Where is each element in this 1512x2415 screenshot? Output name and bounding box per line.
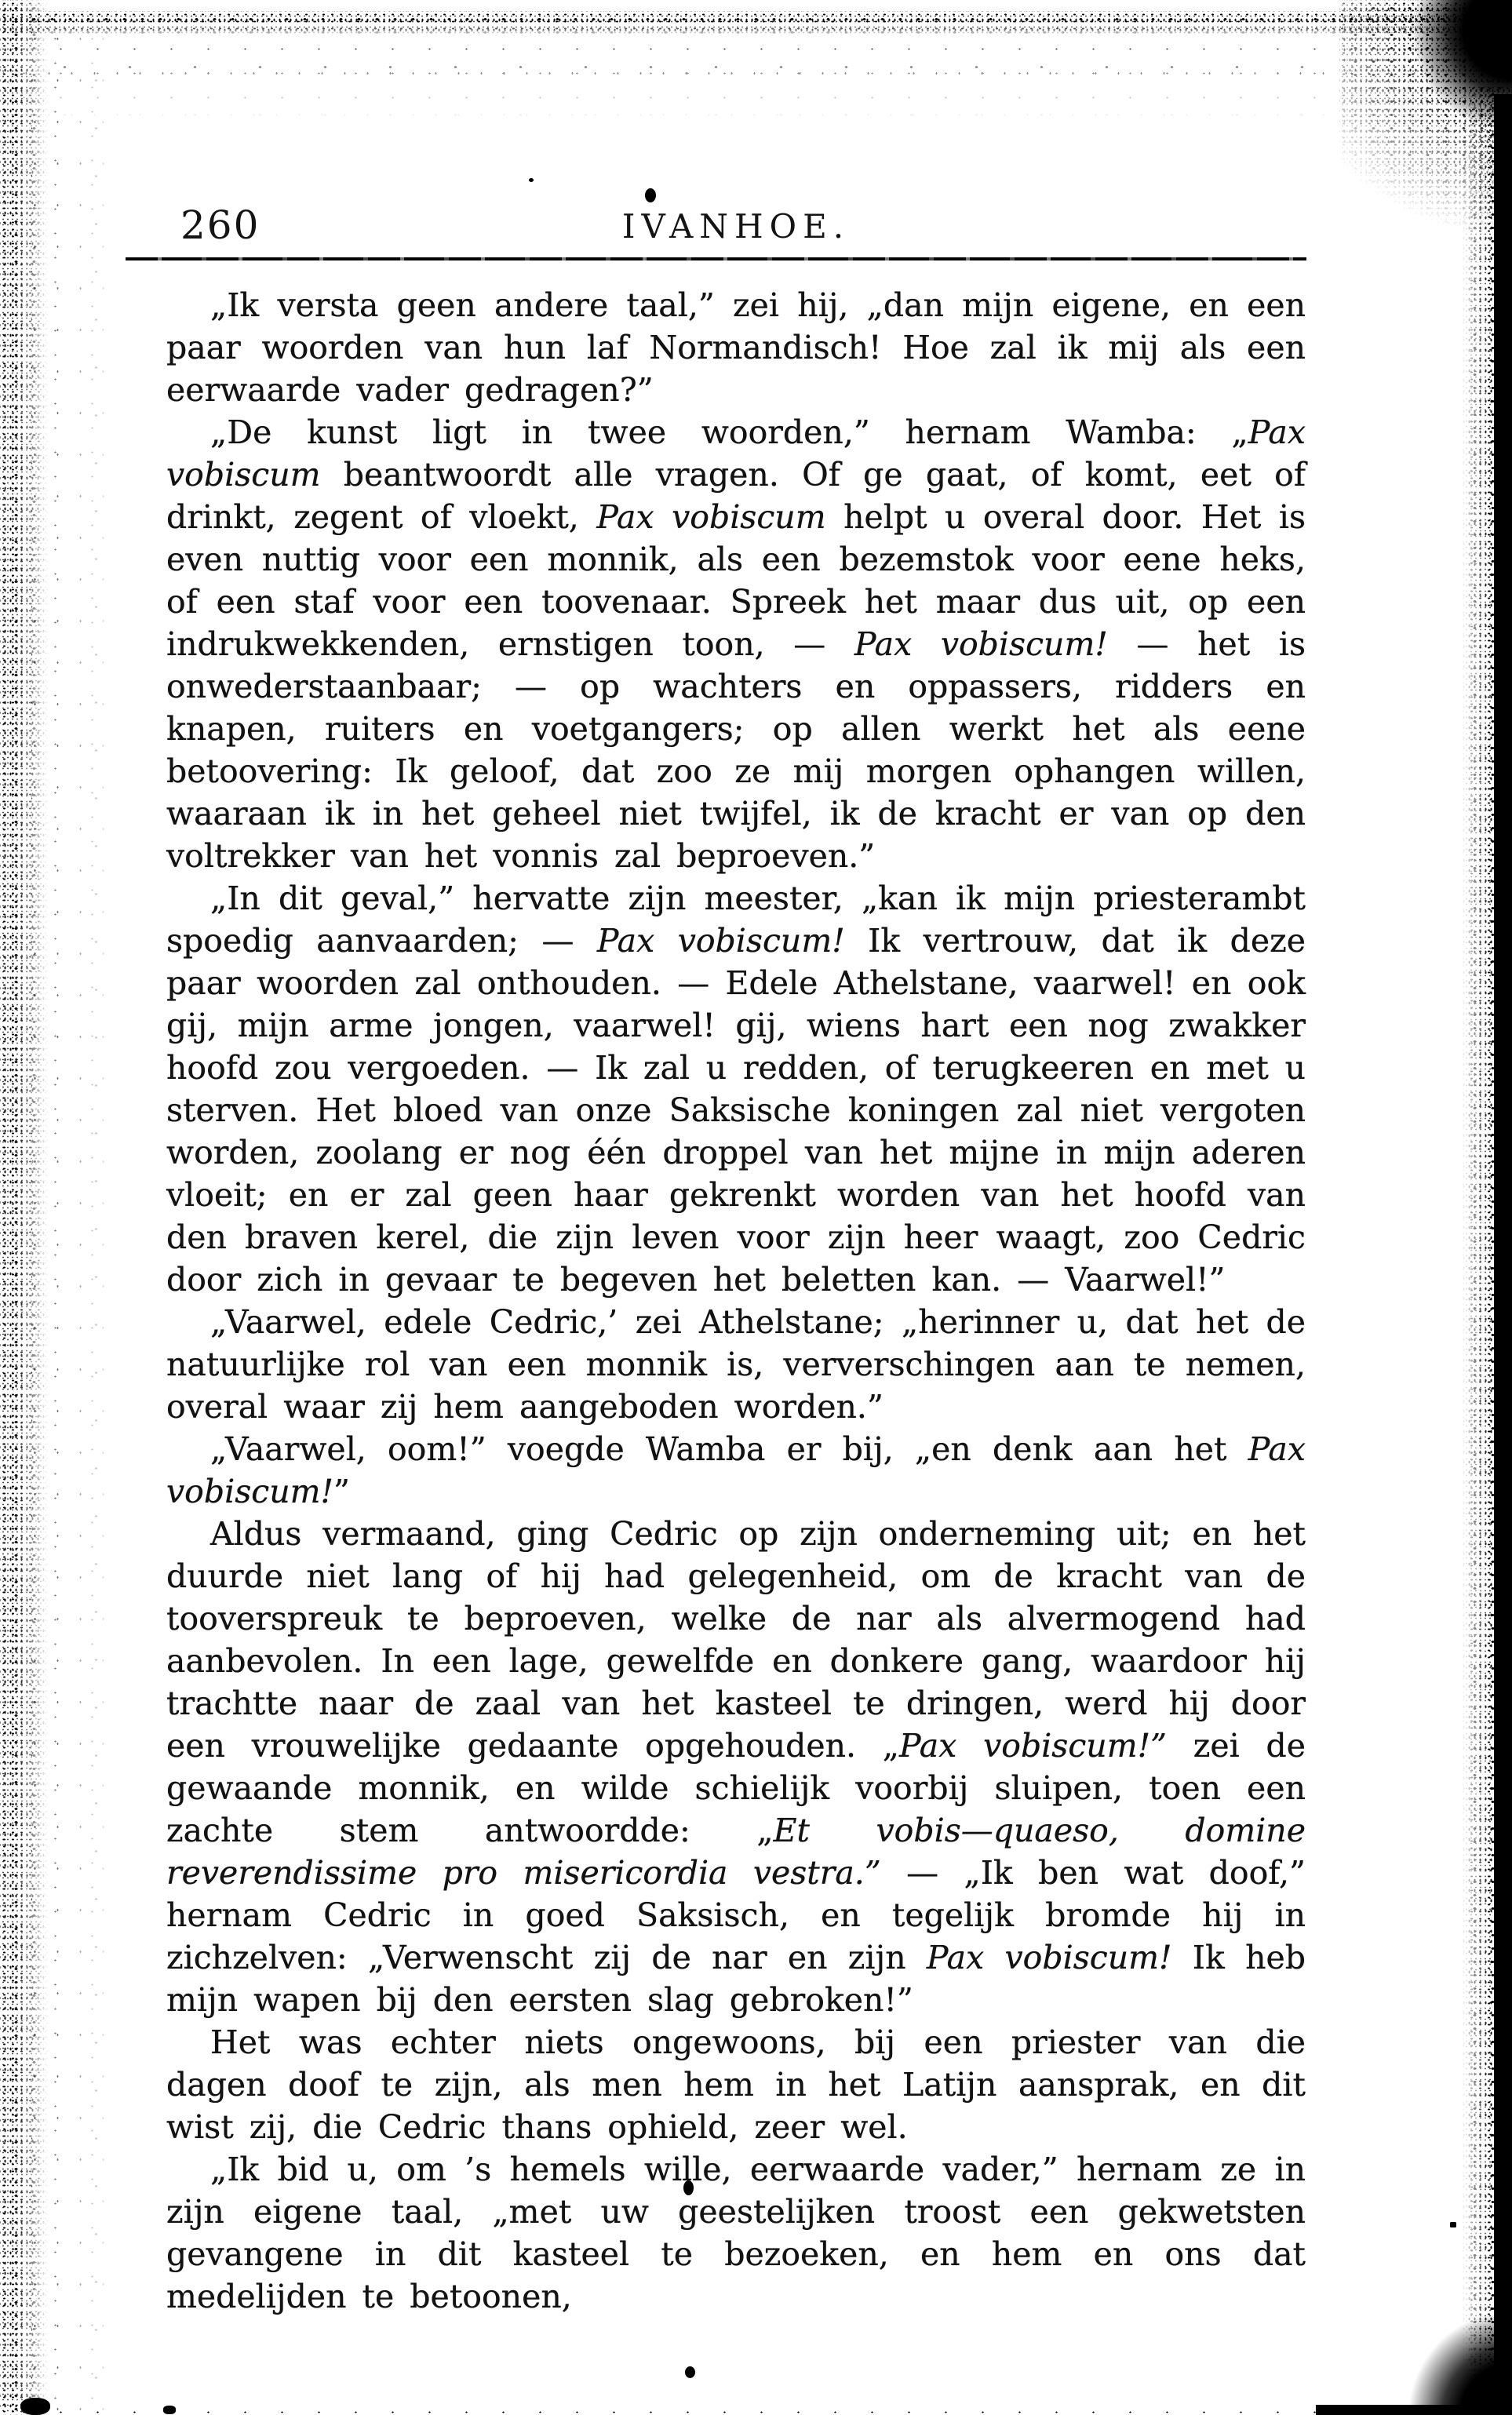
latin-phrase: Pax vobiscum! (854, 625, 1108, 663)
paragraph (166, 284, 1306, 411)
latin-phrase: Pax vobiscum! (166, 1430, 1306, 1510)
scan-blotch-bottom-right (1410, 2274, 1512, 2415)
text-segment: Ik vertrouw, dat ik deze paar woorden zal onthouden. — Edele Athelstane, vaarwel! en ook gij, mijn arme jongen, vaarwel! gij, wiens hart een nog zwakker hoofd zou vergoeden. — Ik zal u redden, of terugkeeren en met u sterven. Het bloed van onze Saksische koningen zal niet vergoten worden, zoolang er nog één droppel van het mijne in mijn aderen vloeit; en er zal geen haar gekrenkt worden van het hoofd van den braven kerel, die zijn leven voor zijn heer waagt, zoo Cedric door zich in gevaar te begeven het beletten kan. — Vaarwel!” (166, 922, 1306, 1299)
page-number: 260 (180, 202, 261, 248)
latin-phrase: Pax vobiscum! (926, 1939, 1172, 1976)
ink-speck-bottom-left (163, 2406, 176, 2414)
text-segment: „Vaarwel, oom!” voegde Wamba er bij, „en denk aan het (210, 1430, 1248, 1468)
text-segment: — „Ik ben wat doof,” hernam Cedric in goed Saksisch, en tegelijk bromde hij in zichzelven: „Verwenscht zij de nar en zijn (166, 1854, 1306, 1976)
paragraph (166, 411, 1306, 877)
text-segment: helpt u overal door. Het is even nuttig voor een monnik, als een bezemstok voor eene heks, of een staf voor een toovenaar. Spreek het maar dus uit, op een indrukwekkenden, ernstigen toon, — (166, 498, 1306, 663)
paragraph (166, 2148, 1306, 2318)
scan-noise-top-right (1339, 0, 1512, 251)
header-rule (126, 257, 1306, 260)
scan-noise-bottom-edge (0, 2398, 1324, 2415)
paragraph (166, 1513, 1306, 2021)
ink-speck-above-title (529, 178, 534, 182)
latin-phrase: Pax vobiscum (596, 498, 826, 536)
text-segment: ” (333, 1473, 350, 1510)
latin-phrase: Pax vobiscum!” (899, 1727, 1168, 1765)
scan-band-right (1494, 94, 1512, 2415)
text-segment: Aldus vermaand, ging Cedric op zijn onderneming uit; en het duurde niet lang of hij had gelegenheid, om de kracht van de tooverspreuk te beproeven, welke de nar als alvermogend had aanbevolen. In een lage, gewelfde en donkere gang, waardoor hij trachtte naar de zaal van het kasteel te dringen, werd hij door een vrouwelijke gedaante opgehouden. „ (166, 1515, 1306, 1765)
text-segment: „Ik bid u, om ’s hemels wille, eerwaarde vader,” hernam ze in zijn eigene taal, „met uw geestelijken troost een gekwetsten gevangene in dit kasteel te bezoeken, en hem en ons dat medelijden te betoonen, (166, 2151, 1306, 2315)
scan-noise-right-fringe (1459, 86, 1499, 2415)
scan-noise-top-fade (0, 35, 1512, 121)
text-segment: Ik heb mijn wapen bij den eersten slag gebroken!” (166, 1939, 1306, 2019)
paragraph (166, 1428, 1306, 1513)
paragraph (166, 877, 1306, 1301)
paragraph (166, 1301, 1306, 1428)
ink-blot-bottom-left (20, 2398, 50, 2415)
paragraph (166, 2021, 1306, 2148)
scan-band-bottom (1316, 2405, 1512, 2415)
scan-blotch-top-right (1410, 0, 1512, 204)
latin-phrase: Pax vobiscum! (596, 922, 845, 960)
text-segment: „De kunst ligt in twee woorden,” hernam Wamba: „ (210, 413, 1248, 451)
ink-speck-right-margin (1450, 2222, 1456, 2227)
text-segment: — het is onwederstaanbaar; — op wachters en oppassers, ridders en knapen, ruiters en voetgangers; op allen werkt het als eene betoovering: Ik geloof, dat zoo ze mij morgen ophangen willen, waaraan ik in het geheel niet twijfel, ik de kracht er van op den voltrekker van het vonnis zal beproeven.” (166, 625, 1306, 875)
text-block (166, 284, 1306, 2318)
text-segment: „In dit geval,” hervatte zijn meester, „kan ik mijn priesterambt spoedig aanvaarden; — (166, 880, 1306, 960)
page-title: IVANHOE. (621, 207, 851, 246)
scan-noise-left-fade (31, 0, 118, 2415)
ink-blot-bottom-center (685, 2366, 695, 2378)
text-segment: „Vaarwel, edele Cedric,’ zei Athelstane; „herinner u, dat het de natuurlijke rol van een monnik is, ververschingen aan te nemen, overal waar zij hem aangeboden worden.” (166, 1303, 1306, 1426)
scan-noise-top-edge (0, 11, 1512, 36)
latin-phrase: Et vobis—quaeso, domine reverendissime pro misericordia vestra.” (166, 1812, 1306, 1892)
latin-phrase: Pax vobiscum (166, 413, 1306, 494)
text-segment: beantwoordt alle vragen. Of ge gaat, of komt, eet of drinkt, zegent of vloekt, (166, 456, 1306, 536)
text-segment: zei de gewaande monnik, en wilde schielijk voorbij sluipen, toen een zachte stem antwoordde: „ (166, 1727, 1306, 1849)
ink-blot-above-title (645, 188, 656, 202)
text-segment: Het was echter niets ongewoons, bij een priester van die dagen doof te zijn, als men hem in het Latijn aansprak, en dit wist zij, die Cedric thans ophield, zeer wel. (166, 2023, 1306, 2146)
scan-noise-left-edge (0, 0, 49, 2415)
text-segment: „Ik versta geen andere taal,” zei hij, „dan mijn eigene, en een paar woorden van hun laf Normandisch! Hoe zal ik mij als een eerwaarde vader gedragen?” (166, 286, 1306, 409)
